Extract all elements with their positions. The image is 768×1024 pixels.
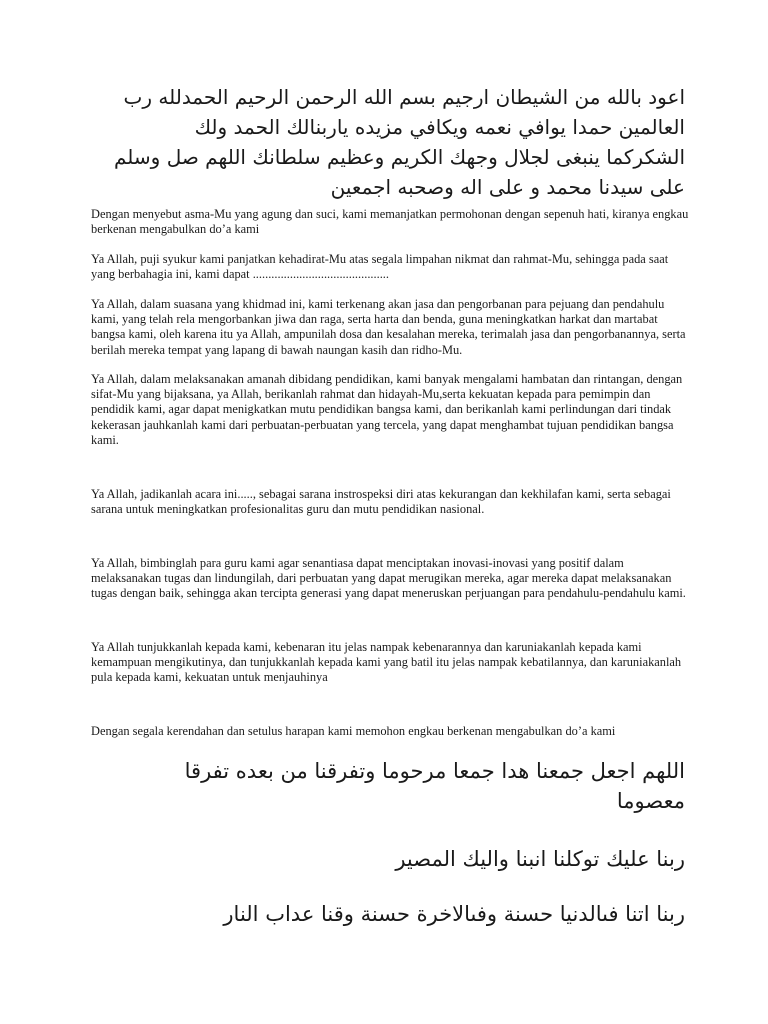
paragraph-gratitude: Ya Allah, puji syukur kami panjatkan kehadirat-Mu atas segala limpahan nikmat dan rahmat-Mu, sehingga pada saat yang berbahagia ini, kami dapat ............................................ (91, 252, 669, 282)
arabic-closing-prayer-3: ربنا اتنا فىالدنيا حسنة وفىالاخرة حسنة وقنا عداب النار (223, 902, 685, 926)
arabic-closing-prayer-1: اللهم اجعل جمعنا هدا جمعا مرحوما وتفرقنا من بعده تفرقا معصوما (184, 759, 685, 813)
paragraph-opening-intent: Dengan menyebut asma-Mu yang agung dan suci, kami memanjatkan permohonan dengan sepenuh hati, kiranya engkau berkenan mengabulkan do’a kami (91, 207, 689, 237)
arabic-closing-prayer-2: ربنا عليك توكلنا انبنا واليك المصير (395, 847, 685, 871)
paragraph-remember-heroes: Ya Allah, dalam suasana yang khidmad ini, kami terkenang akan jasa dan pengorbanan para pejuang dan pendahulu kami, yang telah rela mengorbankan jiwa dan raga, serta harta dan benda, guna meningkatkan harkat dan martabat bangsa kami, oleh karena itu ya Allah, ampunilah dosa dan kesalahan mereka, terimalah jasa dan pengorbanannya, serta berilah mereka tempat yang lapang di bawah naungan kasih dan ridho-Mu. (91, 297, 686, 357)
paragraph-guide-teachers: Ya Allah, bimbinglah para guru kami agar senantiasa dapat menciptakan inovasi-inovasi yang positif dalam melaksanakan tugas dan lindungilah, dari perbuatan yang dapat merugikan mereka, agar mereka dapat melaksanakan tugas dengan baik, sehingga akan tercipta generasi yang dapat meneruskan perjuangan para pendahulu-pendahulu kami. (91, 556, 686, 601)
arabic-opening-prayer: اعود بالله من الشيطان ارجيم بسم الله الرحمن الرحيم الحمدلله رب العالمين حمدا يوافي نعمه ويكافي مزيده ياربنالك الحمد ولك الشكركما ينبغى لجلال وجهك الكريم وعظيم سلطانك اللهم صل وسلم على سيدنا محمد و على اله وصحبه اجمعين (113, 85, 685, 199)
paragraph-education-mandate: Ya Allah, dalam melaksanakan amanah dibidang pendidikan, kami banyak mengalami hambatan dan rintangan, dengan sifat-Mu yang bijaksana, ya Allah, berikanlah rahmat dan hidayah-Mu,serta kekuatan kepada para pemimpin dan pendidik kami, agar dapat menigkatkan mutu pendidikan bangsa kami, dan berikanlah kami perlindungan dari tindak kekerasan jauhkanlah kami dari perbuatan-perbuatan yang tercela, yang dapat menghambat tujuan pendidikan bangsa kami. (91, 372, 683, 447)
paragraph-show-truth: Ya Allah tunjukkanlah kepada kami, kebenaran itu jelas nampak kebenarannya dan karuniakanlah kepada kami kemampuan mengikutinya, dan tunjukkanlah kepada kami yang batil itu jelas nampak kebatilannya, dan karuniakanlah pula kepada kami, kekuatan untuk menjauhinya (91, 640, 682, 685)
paragraph-closing-request: Dengan segala kerendahan dan setulus harapan kami memohon engkau berkenan mengabulkan do’a kami (91, 724, 616, 738)
paragraph-introspection: Ya Allah, jadikanlah acara ini....., sebagai sarana instrospeksi diri atas kekurangan dan kekhilafan kami, serta sebagai sarana untuk meningkatkan profesionalitas guru dan mutu pendidikan nasional. (91, 487, 671, 517)
